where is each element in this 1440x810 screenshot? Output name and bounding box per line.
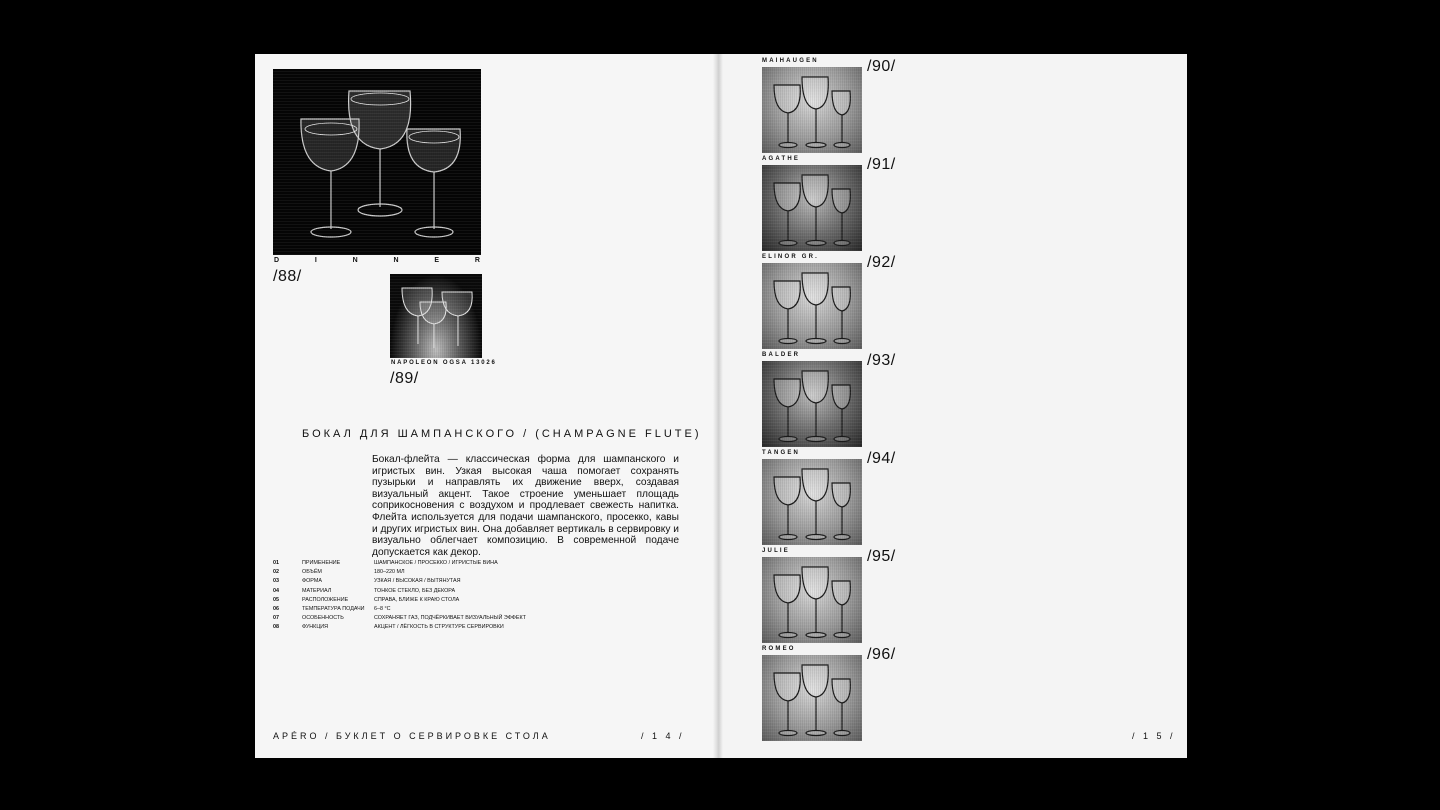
spec-label: РАСПОЛОЖЕНИЕ [302,596,349,603]
spec-label: ПРИМЕНЕНИЕ [302,560,341,566]
spec-row [273,559,534,568]
section-heading: БОКАЛ ДЛЯ ШАМПАНСКОГО / (CHAMPAGNE FLUTE) [302,428,702,440]
glass-photo [762,263,862,349]
glass-number: /93/ [867,352,896,369]
page-number-left: / 1 4 / [641,731,685,741]
glass-caption: ELINOR GR. [762,254,820,260]
glass-number: /95/ [867,548,896,565]
booklet-footer-title: APÉRO / БУКЛЕТ О СЕРВИРОВКЕ СТОЛА [273,731,551,741]
spec-index: 08 [273,624,279,631]
spec-row [273,568,534,577]
glass-number: /90/ [867,58,896,75]
spec-row [273,623,534,632]
dinner-caption: D I N N E R [274,257,480,264]
specs-table [273,559,534,633]
spec-index: 05 [273,596,279,603]
glass-number-88: /88/ [273,268,302,285]
spec-label: ФУНКЦИЯ [302,624,329,631]
spec-value: 180–220 МЛ [374,569,405,576]
spec-label: ОСОБЕННОСТЬ [302,615,344,622]
glass-number: /96/ [867,646,896,663]
spec-value: ШАМПАНСКОЕ / ПРОСЕККО / ИГРИСТЫЕ ВИНА [374,560,498,566]
glass-caption: AGATHE [762,156,801,162]
spec-value: СПРАВА, БЛИЖЕ К КРАЮ СТОЛА [374,596,460,603]
glass-number-89: /89/ [390,370,419,387]
spec-index: 06 [273,606,279,613]
spec-index: 03 [273,578,279,585]
glass-number: /92/ [867,254,896,271]
spec-index: 07 [273,615,279,622]
spec-row [273,587,534,596]
glass-number: /91/ [867,156,896,173]
glass-number: /94/ [867,450,896,467]
spec-row [273,605,534,614]
spec-value: ТОНКОЕ СТЕКЛО, БЕЗ ДЕКОРА [374,587,456,594]
glass-photo [762,557,862,643]
spine-gutter [713,54,723,758]
glass-caption: ROMEO [762,646,796,652]
napoleon-glasses-photo [390,274,482,358]
description-paragraph: Бокал-флейта — классическая форма для шампанского и игристых вин. Узкая высокая чаша помогает сохранять пузырьки и направлять их движение вверх, создавая визуальный акцент. Такое строение уменьшает площадь соприкосновения с воздухом и продлевает свежесть напитка. Флейта используется для подачи шампанского, просекко, кавы и других игристых вин. Она добавляет вертикаль в сервировку и визуально облегчает композицию. В современной подаче допускается как декор. [372,454,679,558]
glass-photo [762,67,862,153]
glass-caption: MAIHAUGEN [762,58,819,64]
spec-index: 04 [273,587,279,594]
spec-row [273,596,534,605]
glass-caption: JULIE [762,548,791,554]
spec-value: 6–8 °C [374,606,391,613]
spec-value: СОХРАНЯЕТ ГАЗ, ПОДЧЁРКИВАЕТ ВИЗУАЛЬНЫЙ ЭФФЕКТ [374,615,526,622]
spec-label: ТЕМПЕРАТУРА ПОДАЧИ [302,606,365,613]
spec-row [273,577,534,586]
glass-photo [762,459,862,545]
spec-label: ФОРМА [302,578,322,585]
spec-label: ОБЪЁМ [302,569,322,576]
spec-index: 02 [273,569,279,576]
spec-index: 01 [273,560,279,566]
glass-photo [762,165,862,251]
spec-value: УЗКАЯ / ВЫСОКАЯ / ВЫТЯНУТАЯ [374,578,461,585]
glass-caption: BALDER [762,352,801,358]
spec-value: АКЦЕНТ / ЛЁГКОСТЬ В СТРУКТУРЕ СЕРВИРОВКИ [374,624,504,631]
page-number-right: / 1 5 / [1132,731,1176,741]
glass-photo [762,655,862,741]
dinner-glasses-photo [273,69,481,255]
spec-row [273,614,534,623]
glass-caption: TANGEN [762,450,801,456]
spec-label: МАТЕРИАЛ [302,587,332,594]
napoleon-caption: NAPOLEON OGSA 13026 [391,360,497,366]
glass-photo [762,361,862,447]
